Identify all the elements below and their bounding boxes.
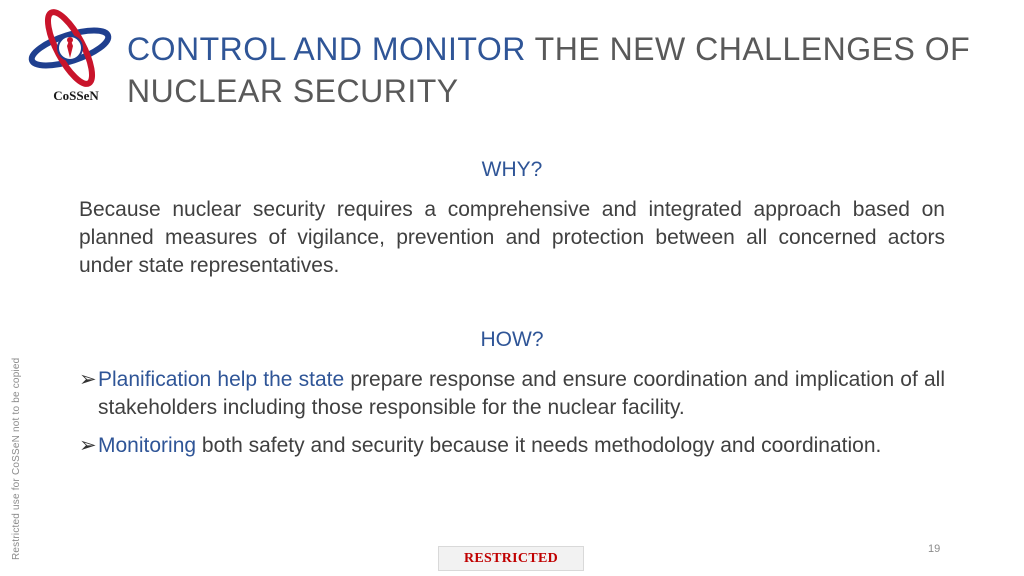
why-paragraph: Because nuclear security requires a comprehensive and integrated approach based on planned measures of vigilance, prevention and protection between all concerned actors under state representatives.: [79, 198, 945, 277]
restricted-use-note: Restricted use for CoSSeN not to be copied: [11, 357, 22, 560]
bullet-item: [79, 366, 945, 422]
title-accent: CONTROL AND MONITOR: [127, 31, 526, 67]
how-heading: HOW?: [480, 328, 544, 351]
page-number: 19: [928, 543, 941, 555]
bullet-lead: Monitoring: [98, 434, 197, 457]
restricted-badge: RESTRICTED: [438, 546, 584, 571]
page-title: [127, 28, 987, 112]
cossen-logo: [24, 8, 120, 108]
bullet-arrow-icon: ➢: [79, 434, 97, 457]
bullet-lead: Planification help the state: [98, 368, 345, 391]
bullet-text: both safety and security because it needs methodology and coordination.: [196, 434, 882, 457]
bullet-arrow-icon: ➢: [79, 368, 97, 391]
bullet-text: prepare response and ensure coordination and implication of all stakeholders including those responsible for the nuclear facility.: [98, 368, 945, 419]
atom-logo-icon: [24, 8, 120, 90]
bullet-item: [79, 432, 945, 460]
why-heading: WHY?: [481, 158, 543, 181]
logo-text: CoSSeN: [53, 88, 99, 103]
title-rest: THE NEW CHALLENGES OF NUCLEAR SECURITY: [127, 31, 971, 109]
